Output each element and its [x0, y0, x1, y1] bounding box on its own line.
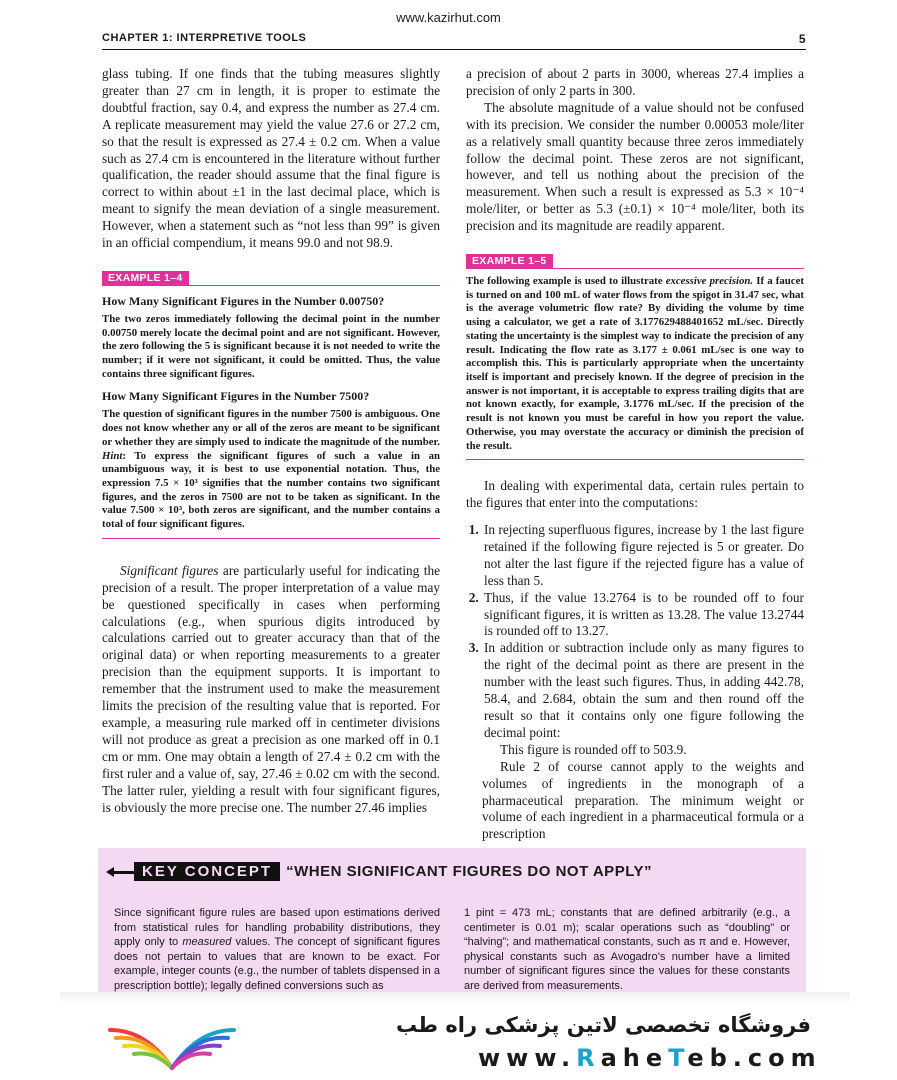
key-concept-header	[106, 862, 652, 881]
example-1-4-box	[102, 268, 440, 539]
example-rule	[466, 268, 804, 269]
key-concept-right-text: 1 pint = 473 mL; constants that are defined arbitrarily (e.g., a centimeter is 0.01 m); scalar operations such as “doubling” or “halving”; and mathematical constants, such as π and e. However, physical constants such as Avogadro’s number have a limited number of significant figures since the values for these constants are derived from measurements.	[464, 907, 790, 992]
left-column	[102, 66, 440, 816]
example-1-5-box	[466, 251, 804, 460]
example-label: EXAMPLE 1–5	[466, 254, 553, 268]
right-paragraph-2: The absolute magnitude of a value should not be confused with its precision. We consider the number 0.00053 mole/liter as a relatively small quantity because three zeros immediately follow the decimal point. These zeros are not significant, however, and tell us nothing about the precision of the measurement. When such a result is expressed as 5.3 × 10⁻⁴ mole/liter, or better as 5.3 (±0.1) × 10⁻⁴ mole/liter, both its precision and its magnitude are readily apparent.	[466, 99, 804, 234]
example-rule	[102, 285, 440, 286]
example-rule-bottom	[102, 538, 440, 539]
key-concept-left-text: Since significant figure rules are based upon estimations derived from statistical rules for handling probability distributions, they apply only to measured values. The concept of significant figures does not pertain to values that are known to be exact. For example, integer counts (e.g., the number of tablets dispensed in a prescription bottle); legally defined conversions such as	[114, 907, 441, 992]
store-name: فروشگاه تخصصی لاتین پزشکی راه طب	[396, 1013, 811, 1037]
excessive-precision-term: excessive precision.	[665, 275, 754, 288]
rule-item: 2. Thus, if the value 13.2764 is to be rounded off to four significant figures, it is written as 13.28. The value 13.2744 is rounded off to 13.27.	[482, 590, 804, 641]
example-answer-2: The question of significant figures in the number 7500 is ambiguous. One does not know whether any or all of the zeros are meant to be significant or whether they are simply used to indicate the magnitude of the number. Hint: To express the significant figures of such a value in an unambiguous way, it is best to use exponential notation. Thus, the expression 7.5 × 10³ signifies that the number contains two significant figures, and the zeros in 7500 are not to be taken as significant. In the value 7.500 × 10³, both zeros are significant, and the number contains a total of four significant figures.	[102, 408, 440, 531]
right-paragraph-3: In dealing with experimental data, certain rules pertain to the figures that enter into the computations:	[466, 478, 804, 511]
example-rule-bottom	[466, 459, 804, 460]
right-paragraph-4: Rule 2 of course cannot apply to the weights and volumes of ingredients in the monograph of a pharmaceutical preparation. The minimum weight or volume of each ingredient in a pharmaceutical formula or a prescription	[482, 758, 804, 842]
example-question-1: How Many Significant Figures in the Number 0.00750?	[102, 293, 385, 308]
left-paragraph-2: Significant figures are particularly useful for indicating the precision of a result. The proper interpretation of a value may be questioned specifically in cases when performing calculations (e.g., when spurious digits introduced by calculations carried out to greater accuracy than that of the original data) or when reporting measurements to a greater precision than the equipment supports. It is important to remember that the instrument used to make the measurement limits the precision of the resulting value that is reported. For example, a measuring rule marked off in centimeter divisions will not produce as great a precision as one marked off in 0.1 cm or mm. One may obtain a length of 27.4 ± 0.2 cm with the first ruler and a value of, say, 27.46 ± 0.02 cm with the second. The latter ruler, yielding a result with four significant figures, is obviously the more precise one. The number 27.46 implies	[102, 562, 440, 815]
key-concept-title: “WHEN SIGNIFICANT FIGURES DO NOT APPLY”	[286, 863, 652, 880]
example-label: EXAMPLE 1–4	[102, 271, 189, 285]
page-number: 5	[798, 32, 806, 46]
rule-item: 1. In rejecting superfluous figures, increase by 1 the last figure retained if the following figure rejected is 5 or greater. Do not alter the last figure if the rejected figure has a value of less than 5.	[482, 522, 804, 590]
rule-item: 3. In addition or subtraction include only as many figures to the right of the decimal point as there are present in the number with the least such figures. Thus, in adding 442.78, 58.4, and 2.684, obtain the sum and then round off the result so that it contains only one figure following the decimal point:	[482, 640, 804, 741]
open-book-logo-icon	[104, 1012, 240, 1072]
arrow-left-icon	[106, 867, 134, 877]
example-question-2: How Many Significant Figures in the Number 7500?	[102, 389, 370, 404]
sig-fig-term: Significant figures	[120, 562, 219, 578]
hint-term: Hint	[102, 449, 123, 462]
right-paragraph-1: a precision of about 2 parts in 3000, whereas 27.4 implies a precision of only 2 parts in 300.	[466, 66, 804, 98]
key-concept-label: KEY CONCEPT	[134, 862, 280, 881]
store-website[interactable]: www.RaheTeb.com	[478, 1044, 822, 1072]
key-concept-box	[98, 848, 806, 993]
page-edge-shadow	[60, 992, 850, 1004]
example-answer-1: The two zeros immediately following the decimal point in the number 0.00750 merely locate the decimal point and are not significant. However, the zero following the 5 is significant because it is not needed to write the number; if it were not significant, it could be omitted. Thus, the value contains three significant figures.	[102, 312, 440, 380]
chapter-title: CHAPTER 1: INTERPRETIVE TOOLS	[102, 32, 307, 44]
right-column	[466, 66, 804, 843]
rules-list	[466, 522, 804, 742]
left-paragraph-1: glass tubing. If one finds that the tubing measures slightly greater than 27 cm in length, it is proper to estimate the doubtful fraction, say 0.4, and express the number as 27.4 cm. A replicate measurement may yield the value 27.6 or 27.2 cm, so that the result is expressed as 27.4 ± 0.2 cm. When a value such as 27.4 cm is encountered in the literature without further qualification, the reader should assume that the final figure is correct to within about ±1 in the last decimal place, which is meant to signify the mean deviation of a single measurement. However, when a statement such as “not less than 99” is given in an official compendium, it means 99.0 and not 98.9.	[102, 66, 440, 251]
rounded-line: This figure is rounded off to 503.9.	[500, 741, 687, 757]
watermark-url: www.kazirhut.com	[396, 10, 501, 25]
running-header	[102, 32, 806, 50]
example-text: The following example is used to illustrate excessive precision. If a faucet is turned on and 100 mL of water flows from the spigot in 31.47 sec, what is the average volumetric flow rate? By dividing the volume by time using a calculator, we get a rate of 3.177629488401652 mL/sec. Directly stating the uncertainty is the simplest way to indicate the precision of any result. Indicating the flow rate as 3.177 ± 0.061 mL/sec is one way to accomplish this. This is particularly appropriate when the uncertainty itself is important and precisely known. If the degree of precision in the answer is not important, it is acceptable to express trailing digits that are not known exactly, for example, 3.1776 mL/sec. If the precision of the result is not known you must be careful in how you report the value. Otherwise, you may overstate the accuracy or diminish the precision of the result.	[466, 275, 804, 452]
measured-term: measured	[182, 936, 232, 949]
